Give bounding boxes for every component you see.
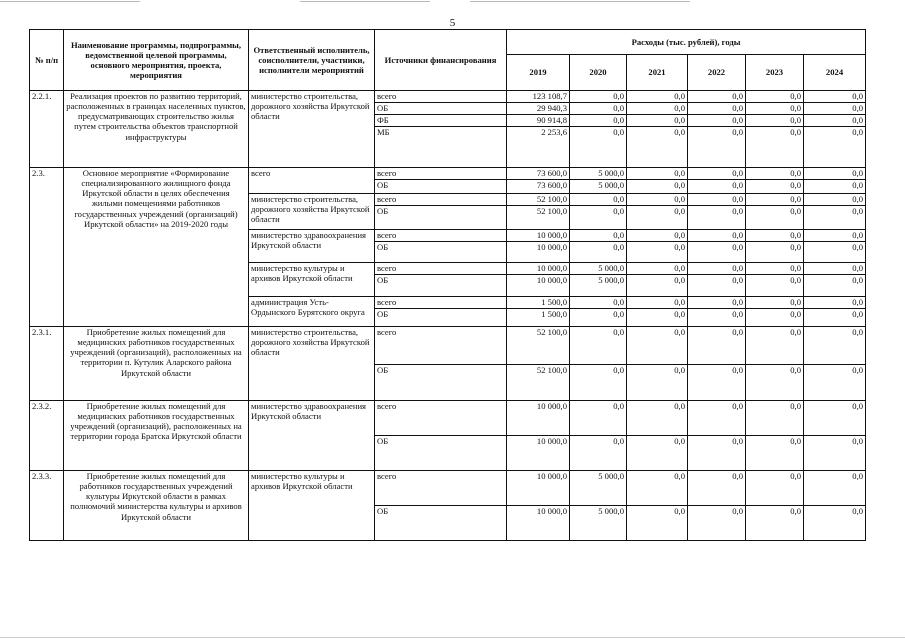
funding-source: всего: [375, 91, 507, 103]
item-number: 2.2.1.: [30, 91, 64, 168]
funding-source: ОБ: [375, 206, 507, 230]
amount-cell: 10 000,0: [507, 242, 570, 263]
amount-cell: 0,0: [627, 436, 688, 471]
amount-cell: 5 000,0: [570, 275, 627, 297]
amount-cell: 0,0: [688, 115, 746, 127]
amount-cell: 0,0: [627, 168, 688, 180]
amount-cell: 0,0: [804, 297, 866, 309]
funding-source: ОБ: [375, 180, 507, 194]
header-year: 2023: [746, 55, 804, 91]
funding-source: всего: [375, 168, 507, 180]
amount-cell: 0,0: [746, 506, 804, 541]
amount-cell: 0,0: [688, 206, 746, 230]
amount-cell: 0,0: [746, 275, 804, 297]
item-number: 2.3.3.: [30, 471, 64, 541]
funding-source: ОБ: [375, 365, 507, 401]
amount-cell: 0,0: [746, 180, 804, 194]
amount-cell: 0,0: [688, 327, 746, 365]
page-number: 5: [449, 17, 456, 29]
amount-cell: 0,0: [570, 103, 627, 115]
responsible-executor: администрация Усть-Ордынского Бурятского округа: [249, 297, 375, 327]
responsible-executor: министерство строительства, дорожного хозяйства Иркутской области: [249, 327, 375, 401]
amount-cell: 0,0: [746, 230, 804, 242]
amount-cell: 52 100,0: [507, 206, 570, 230]
amount-cell: 0,0: [746, 91, 804, 103]
amount-cell: 0,0: [804, 506, 866, 541]
scan-edge-bottom: [0, 637, 905, 638]
amount-cell: 0,0: [746, 168, 804, 180]
amount-cell: 0,0: [804, 401, 866, 436]
amount-cell: 10 000,0: [507, 436, 570, 471]
table-row: [30, 401, 866, 436]
amount-cell: 90 914,8: [507, 115, 570, 127]
amount-cell: 0,0: [746, 127, 804, 168]
amount-cell: 0,0: [688, 275, 746, 297]
table-row: [30, 471, 866, 506]
amount-cell: 0,0: [627, 242, 688, 263]
amount-cell: 0,0: [627, 230, 688, 242]
header-funding-source: Источники финансирования: [375, 30, 507, 91]
amount-cell: 0,0: [627, 180, 688, 194]
amount-cell: 0,0: [804, 206, 866, 230]
amount-cell: 73 600,0: [507, 180, 570, 194]
amount-cell: 5 000,0: [570, 263, 627, 275]
amount-cell: 0,0: [570, 206, 627, 230]
amount-cell: 0,0: [627, 115, 688, 127]
amount-cell: 0,0: [804, 275, 866, 297]
amount-cell: 0,0: [688, 242, 746, 263]
funding-source: всего: [375, 327, 507, 365]
amount-cell: 0,0: [804, 327, 866, 365]
header-year: 2024: [804, 55, 866, 91]
amount-cell: 0,0: [746, 471, 804, 506]
amount-cell: 0,0: [627, 91, 688, 103]
amount-cell: 0,0: [627, 206, 688, 230]
amount-cell: 0,0: [746, 365, 804, 401]
funding-source: ФБ: [375, 115, 507, 127]
amount-cell: 0,0: [688, 297, 746, 309]
amount-cell: 0,0: [627, 263, 688, 275]
amount-cell: 0,0: [688, 506, 746, 541]
amount-cell: 0,0: [804, 365, 866, 401]
amount-cell: 0,0: [627, 506, 688, 541]
amount-cell: 0,0: [746, 263, 804, 275]
amount-cell: 0,0: [627, 365, 688, 401]
header-responsible: Ответственный исполнитель, соисполнители, участники, исполнители мероприятий: [249, 30, 375, 91]
responsible-executor: министерство культуры и архивов Иркутской области: [249, 263, 375, 297]
amount-cell: 73 600,0: [507, 168, 570, 180]
amount-cell: 0,0: [627, 401, 688, 436]
amount-cell: 0,0: [688, 230, 746, 242]
header-year: 2021: [627, 55, 688, 91]
responsible-executor: министерство здравоохранения Иркутской области: [249, 401, 375, 471]
amount-cell: 0,0: [688, 365, 746, 401]
amount-cell: 0,0: [804, 103, 866, 115]
amount-cell: 0,0: [804, 263, 866, 275]
amount-cell: 0,0: [570, 91, 627, 103]
amount-cell: 5 000,0: [570, 180, 627, 194]
funding-source: всего: [375, 471, 507, 506]
amount-cell: 0,0: [627, 297, 688, 309]
amount-cell: 0,0: [804, 242, 866, 263]
amount-cell: 0,0: [570, 365, 627, 401]
amount-cell: 123 108,7: [507, 91, 570, 103]
amount-cell: 0,0: [627, 275, 688, 297]
amount-cell: 0,0: [746, 194, 804, 206]
amount-cell: 0,0: [688, 180, 746, 194]
funding-source: всего: [375, 263, 507, 275]
table-row: [30, 91, 866, 103]
amount-cell: 0,0: [746, 401, 804, 436]
amount-cell: 0,0: [746, 206, 804, 230]
amount-cell: 0,0: [570, 194, 627, 206]
header-no: № п/п: [30, 30, 64, 91]
amount-cell: 0,0: [570, 127, 627, 168]
amount-cell: 0,0: [746, 309, 804, 327]
amount-cell: 0,0: [804, 230, 866, 242]
amount-cell: 0,0: [804, 115, 866, 127]
amount-cell: 10 000,0: [507, 275, 570, 297]
amount-cell: 0,0: [570, 401, 627, 436]
item-number: 2.3.2.: [30, 401, 64, 471]
responsible-executor: всего: [249, 168, 375, 194]
program-name: Основное мероприятие «Формирование специализированного жилищного фонда Иркутской области в целях обеспечения жилыми помещениями работников государственных учреждений (организаций) Иркутской области» на 2019-2020 годы: [64, 168, 249, 327]
item-number: 2.3.1.: [30, 327, 64, 401]
amount-cell: 1 500,0: [507, 309, 570, 327]
amount-cell: 2 253,6: [507, 127, 570, 168]
amount-cell: 29 940,3: [507, 103, 570, 115]
amount-cell: 0,0: [688, 309, 746, 327]
amount-cell: 0,0: [570, 327, 627, 365]
funding-source: ОБ: [375, 103, 507, 115]
amount-cell: 1 500,0: [507, 297, 570, 309]
amount-cell: 52 100,0: [507, 327, 570, 365]
amount-cell: 0,0: [804, 471, 866, 506]
funding-source: МБ: [375, 127, 507, 168]
amount-cell: 0,0: [570, 230, 627, 242]
amount-cell: 10 000,0: [507, 401, 570, 436]
amount-cell: 5 000,0: [570, 506, 627, 541]
amount-cell: 10 000,0: [507, 263, 570, 275]
funding-source: ОБ: [375, 436, 507, 471]
funding-source: всего: [375, 194, 507, 206]
amount-cell: 0,0: [688, 103, 746, 115]
amount-cell: 0,0: [627, 309, 688, 327]
scan-edge-top-right: [470, 1, 690, 2]
responsible-executor: министерство строительства, дорожного хозяйства Иркутской области: [249, 91, 375, 168]
program-name: Реализация проектов по развитию территорий, расположенных в границах населенных пунктов, предусматривающих строительство жилья путем строительства объектов транспортной инфраструктуры: [64, 91, 249, 168]
header-year: 2020: [570, 55, 627, 91]
scan-edge-top-left: [0, 1, 140, 2]
program-name: Приобретение жилых помещений для медицинских работников государственных учреждений (организаций), расположенных на территории п. Кутулик Аларского района Иркутской области: [64, 327, 249, 401]
amount-cell: 0,0: [627, 103, 688, 115]
amount-cell: 0,0: [804, 194, 866, 206]
amount-cell: 0,0: [804, 436, 866, 471]
program-name: Приобретение жилых помещений для медицинских работников государственных учреждений (организаций), расположенных на территории города Братска Иркутской области: [64, 401, 249, 471]
funding-source: всего: [375, 401, 507, 436]
amount-cell: 0,0: [688, 401, 746, 436]
amount-cell: 0,0: [570, 309, 627, 327]
amount-cell: 52 100,0: [507, 194, 570, 206]
amount-cell: 0,0: [688, 436, 746, 471]
header-year: 2019: [507, 55, 570, 91]
funding-source: всего: [375, 230, 507, 242]
amount-cell: 0,0: [746, 436, 804, 471]
amount-cell: 0,0: [804, 127, 866, 168]
amount-cell: 0,0: [746, 297, 804, 309]
amount-cell: 0,0: [570, 297, 627, 309]
amount-cell: 0,0: [570, 242, 627, 263]
amount-cell: 0,0: [627, 127, 688, 168]
scan-edge-top-mid: [300, 1, 430, 2]
amount-cell: 5 000,0: [570, 168, 627, 180]
amount-cell: 0,0: [570, 436, 627, 471]
amount-cell: 0,0: [804, 180, 866, 194]
responsible-executor: министерство строительства, дорожного хозяйства Иркутской области: [249, 194, 375, 230]
amount-cell: 10 000,0: [507, 506, 570, 541]
amount-cell: 0,0: [688, 168, 746, 180]
amount-cell: 5 000,0: [570, 471, 627, 506]
table-row: [30, 168, 866, 180]
amount-cell: 0,0: [627, 471, 688, 506]
amount-cell: 52 100,0: [507, 365, 570, 401]
header-year: 2022: [688, 55, 746, 91]
expenditure-table: [29, 29, 866, 541]
amount-cell: 0,0: [746, 103, 804, 115]
amount-cell: 0,0: [688, 127, 746, 168]
header-expenditures: Расходы (тыс. рублей), годы: [507, 30, 866, 55]
amount-cell: 0,0: [804, 309, 866, 327]
amount-cell: 0,0: [746, 327, 804, 365]
amount-cell: 10 000,0: [507, 230, 570, 242]
amount-cell: 0,0: [627, 194, 688, 206]
amount-cell: 0,0: [570, 115, 627, 127]
amount-cell: 0,0: [746, 115, 804, 127]
table-body: [30, 91, 866, 541]
amount-cell: 0,0: [688, 91, 746, 103]
funding-source: всего: [375, 297, 507, 309]
header-program-name: Наименование программы, подпрограммы, ведомственной целевой программы, основного мероприятия, проекта, мероприятия: [64, 30, 249, 91]
amount-cell: 0,0: [688, 263, 746, 275]
item-number: 2.3.: [30, 168, 64, 327]
amount-cell: 0,0: [627, 327, 688, 365]
funding-source: ОБ: [375, 275, 507, 297]
amount-cell: 0,0: [688, 471, 746, 506]
program-name: Приобретение жилых помещений для работников государственных учреждений культуры Иркутской области в рамках полномочий министерства культуры и архивов Иркутской области: [64, 471, 249, 541]
amount-cell: 0,0: [746, 242, 804, 263]
table-row: [30, 327, 866, 365]
funding-source: ОБ: [375, 242, 507, 263]
amount-cell: 0,0: [688, 194, 746, 206]
amount-cell: 0,0: [804, 91, 866, 103]
amount-cell: 10 000,0: [507, 471, 570, 506]
table-header: [30, 30, 866, 91]
funding-source: ОБ: [375, 506, 507, 541]
amount-cell: 0,0: [804, 168, 866, 180]
responsible-executor: министерство культуры и архивов Иркутской области: [249, 471, 375, 541]
responsible-executor: министерство здравоохранения Иркутской области: [249, 230, 375, 263]
funding-source: ОБ: [375, 309, 507, 327]
